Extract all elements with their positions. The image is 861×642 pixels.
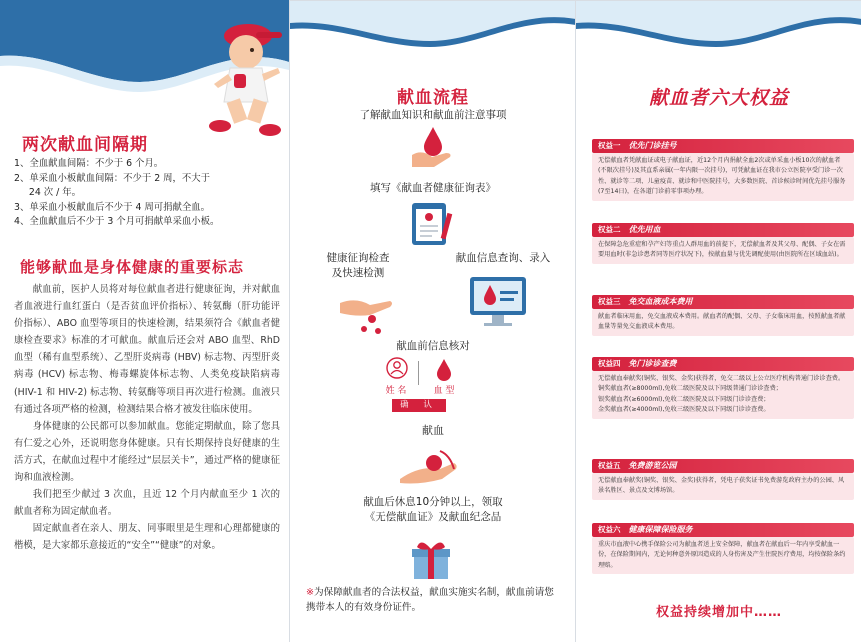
health-paragraph: 身体健康的公民都可以参加献血。您能定期献血，除了您具有仁爱之心外，还说明您身体健康。只有长期保持良好健康的生活方式，在献血过程中才能经过“层层关卡”，通过严格的健康征询和血液检测。 (14, 420, 280, 484)
right-item-tag: 权益五 (598, 461, 621, 470)
step-knowledge: 了解献血知识和献血前注意事项 (359, 109, 507, 121)
note-text: 为保障献血者的合法权益，献血实施实名制，献血前请您携带本人的有效身份证件。 (306, 587, 554, 613)
computer-monitor-icon (466, 273, 530, 329)
middle-panel (289, 0, 575, 642)
right-item-header (592, 139, 854, 153)
right-item-header (592, 459, 854, 473)
right-item-tag: 权益一 (598, 141, 621, 150)
right-item-body: 重庆市血液中心携手保险公司为献血者送上安全保障，献血者在献血后一年内享受献血一份，在保险期间内，无论何种意外原因造成的人身伤害及产生住院医疗费用，均按保险条约理赔。 (592, 537, 854, 574)
interval-item: 2、单采血小板献血间隔：不少于 2 周，不大于 (14, 172, 211, 184)
right-panel (575, 0, 861, 642)
right-item-title: 免门诊诊查费 (628, 359, 677, 368)
step-rest (290, 495, 575, 525)
right-item-body: 无偿献血奉献奖(铜奖、银奖、金奖)获得者，免交二级以上公立医疗机构普通门诊诊查费。 铜奖献血者(≥8000ml),免收二级医院及以下同级普通门诊诊查费； 银奖献血者(≥6000ml),免收二级医院及以下同级门诊诊查费； 金奖献血者(≥4000ml),免收三级医院及以下同级门诊诊查费。 (592, 371, 854, 419)
check-name-label: 姓 名 (385, 386, 407, 396)
right-item-header (592, 223, 854, 237)
right-item-title: 优先用血 (628, 225, 661, 234)
right-item-body: 无偿献血者凭献血证或电子献血证，近12个月内捐献全血2次或单采血小板10次的献血者(不限次挂号)及其直系亲属(一年内限一次挂号)，可凭献血证在我市公立医院享受门诊一次性、就诊等二项、儿童疫苗、就诊和中医院挂号，大多数医院、首诊候诊时间优先挂号服务(7至14日)，在各道门诊前零事项办理。 (592, 153, 854, 201)
right-item-header (592, 295, 854, 309)
top-wave (576, 1, 861, 81)
blood-drop-icon (434, 357, 454, 381)
health-paragraph: 固定献血者在亲人、朋友、同事眼里是生理和心理都健康的楷模，是大家都乐意接近的“安全”“健康”的对象。 (14, 523, 280, 552)
right-item-body: 无偿献血奉献奖(铜奖、银奖、金奖)获得者，凭电子获奖证书免费游览政府主办的公园、风景名胜区、景点及文博场馆。 (592, 473, 854, 500)
step-info-verify: 献血前信息核对 (396, 340, 470, 352)
right-item-tag: 权益六 (598, 525, 621, 534)
right-item-title: 免交血液成本费用 (628, 297, 693, 306)
form-clipboard-icon (406, 199, 456, 247)
rights-title: 献血者六大权益 (648, 87, 789, 109)
right-item-2 (592, 223, 854, 264)
running-child-illustration (200, 8, 288, 138)
check-divider (418, 361, 419, 385)
step-rest-line: 献血后休息10分钟以上，领取 (363, 496, 503, 508)
top-wave (290, 1, 575, 81)
id-note (306, 585, 562, 615)
interval-heading: 两次献血间隔期 (22, 135, 148, 155)
right-item-1 (592, 139, 854, 201)
step-health-check-line: 健康征询检查 (326, 252, 390, 264)
right-item-title: 健康保障保险服务 (628, 525, 693, 534)
step-donate: 献血 (422, 424, 444, 437)
step-health-check (308, 251, 408, 281)
check-blood-label: 血 型 (433, 386, 455, 396)
confirm-badge: 确 认 (392, 399, 446, 412)
note-star: ※ (306, 587, 315, 598)
right-item-header (592, 357, 854, 371)
right-item-3 (592, 295, 854, 336)
interval-item: 3、单采血小板献血后不少于 4 周可捐献全血。 (14, 201, 211, 213)
right-item-4 (592, 357, 854, 419)
left-panel (0, 0, 289, 642)
step-form: 填写《献血者健康征询表》 (370, 182, 496, 194)
step-health-check-line: 及快速检测 (331, 267, 385, 279)
right-item-title: 优先门诊挂号 (628, 141, 677, 150)
right-item-tag: 权益二 (598, 225, 621, 234)
interval-item: 1、全血献血间隔：不少于 6 个月。 (14, 158, 164, 169)
right-item-title: 免费游览公园 (628, 461, 677, 470)
right-item-header (592, 523, 854, 537)
right-item-tag: 权益三 (598, 297, 621, 306)
process-title: 献血流程 (397, 88, 469, 108)
step-rest-line: 《无偿献血证》及献血纪念品 (364, 511, 502, 523)
finger-prick-icon (336, 289, 396, 339)
health-paragraph: 献血前，医护人员将对每位献血者进行健康征询，并对献血者血液进行血红蛋白（是否贫血评价指标）、转氨酶（肝功能评价指标）、ABO 血型等项目的快速检测，结果须符合《献血者健康检查要求》标准的才可献血。献血后还会对 ABO 血型、RhD 血型（稀有血型系统）、乙型肝炎病毒 (HBV) 标志物、丙型肝炎病毒 (HCV) 标志物、梅毒螺旋体标志物、人类免疫缺陷病毒 (HIV-1 和 HIV-2) 标志物、转氨酶等项目再次进行检测。血液只有通过各项严格的检测，检测结果合格才被发往临床使用。 (14, 284, 280, 415)
health-body (14, 281, 280, 555)
right-item-5 (592, 459, 854, 500)
health-paragraph: 我们把至少献过 3 次血，且近 12 个月内献血至少 1 次的献血者称为固定献血者。 (14, 489, 280, 518)
gift-box-icon (408, 537, 454, 581)
interval-item: 4、全血献血后不少于 3 个月可捐献单采血小板。 (14, 216, 220, 228)
step-info-entry: 献血信息查询、录入 (455, 252, 551, 264)
right-item-tag: 权益四 (598, 359, 621, 368)
right-item-body: 献血者临床用血，免交血液成本费用。献血者的配偶、父母、子女临床用血，按照献血者献血量等量免交血液成本费用。 (592, 309, 854, 336)
arm-donation-icon (396, 443, 460, 493)
hand-blood-drop-icon (410, 125, 456, 169)
right-item-body: 在保障急危重症和孕产妇等重点人群用血的前提下，无偿献血者及其父母、配偶、子女在需要用血时(非急诊患者同等医疗状况下)，按献血量与优先调配使用(由医院所在区域血站)。 (592, 237, 854, 264)
health-heading: 能够献血是身体健康的重要标志 (20, 258, 245, 276)
right-item-6 (592, 523, 854, 574)
interval-list (14, 157, 284, 230)
interval-item: 24 次 / 年。 (14, 187, 82, 199)
person-icon (386, 357, 408, 379)
rights-footer: 权益持续增加中…… (655, 605, 782, 620)
